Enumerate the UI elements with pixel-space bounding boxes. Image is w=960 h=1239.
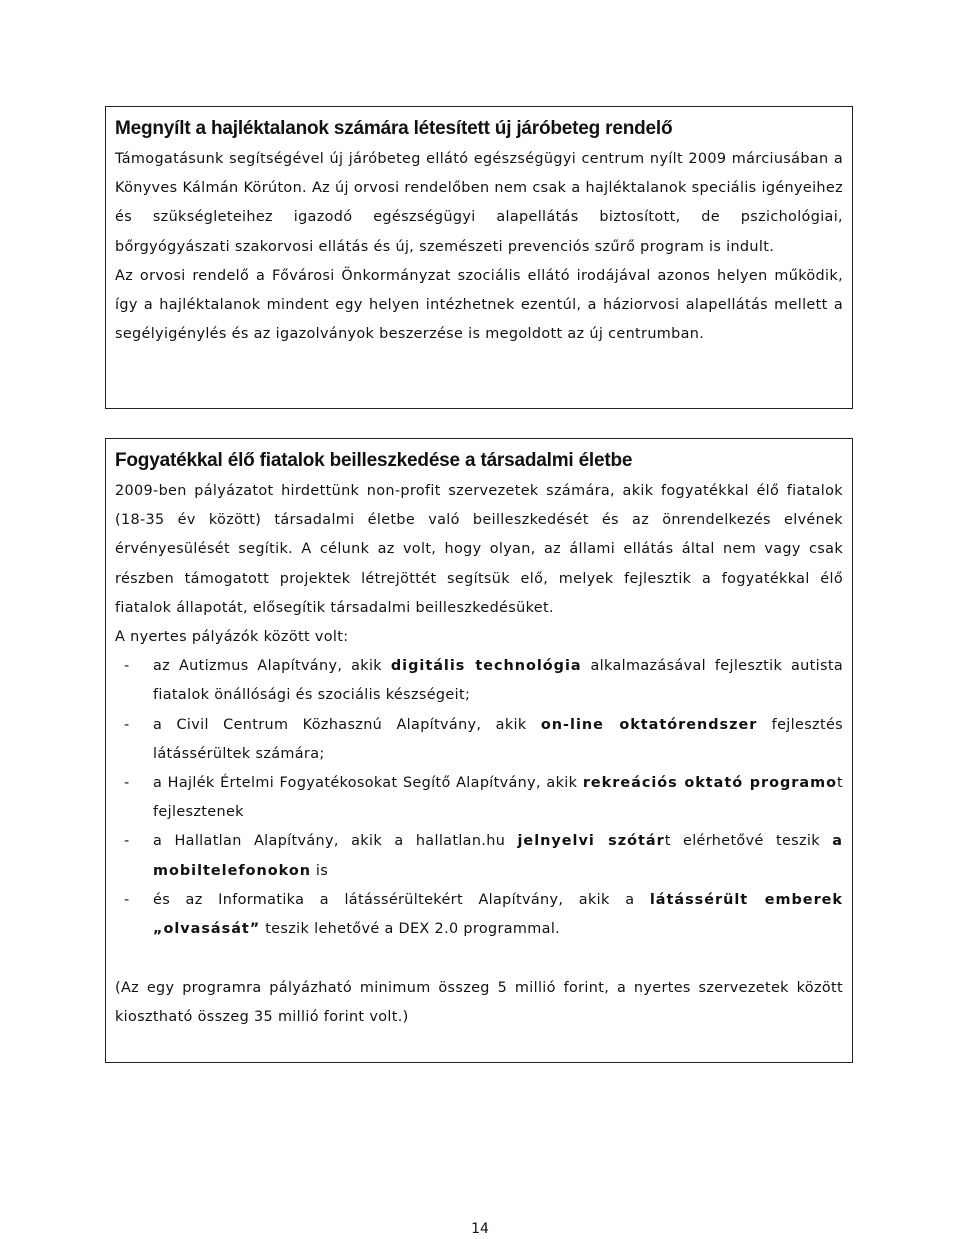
funding-note: (Az egy programra pályázható minimum összeg 5 millió forint, a nyertes szervezetek között kiosztható összeg 35 millió forint volt.): [115, 980, 843, 1026]
spacer: [115, 944, 843, 974]
list-item: - az Autizmus Alapítvány, akik digitális technológia alkalmazásával fejlesztik autista fiatalok önállósági és szociális készségeit;: [124, 658, 844, 704]
paragraph: Támogatásunk segítségével új járóbeteg ellátó egészségügyi centrum nyílt 2009 márciusában a Könyves Kálmán Körúton. Az új orvosi rendelőben nem csak a hajléktalanok speciális igényeihez és szükségleteihez igazodó egészségügyi alapellátás biztosított, de pszichológiai, bőrgyógyászati szakorvosi ellátás és új, szemészeti prevenciós szűrő program is indult.: [115, 151, 843, 255]
list-item: - a Hallatlan Alapítvány, akik a hallatlan.hu jelnyelvi szótárt elérhetővé teszik a mobiltelefonokon is: [124, 833, 843, 879]
list-item: - a Civil Centrum Közhasznú Alapítvány, akik on-line oktatórendszer fejlesztés látássérültek számára;: [124, 716, 843, 762]
section-hajlektalan-rendelo: [105, 106, 853, 409]
winners-intro: A nyertes pályázók között volt:: [115, 629, 349, 646]
paragraph: Az orvosi rendelő a Fővárosi Önkormányzat szociális ellátó irodájával azonos helyen működik, így a hajléktalanok mindent egy helyen intézhetnek ezentúl, a háziorvosi alapellátás mellett a segélyigénylés és az igazolványok beszerzése is megoldott az új centrumban.: [115, 267, 843, 343]
list-item: - a Hajlék Értelmi Fogyatékosokat Segítő Alapítvány, akik rekreációs oktató programot fejlesztenek: [124, 775, 843, 821]
section-title: Fogyatékkal élő fiatalok beilleszkedése a társadalmi életbe: [115, 450, 633, 471]
section-fogyatekkal-elo-fiatalok: [105, 438, 853, 1063]
winners-list: [115, 652, 843, 944]
page-number: 14: [471, 1221, 489, 1237]
paragraph: 2009-ben pályázatot hirdettünk non-profit szervezetek számára, akik fogyatékkal élő fiatalok (18-35 év között) társadalmi életbe való beilleszkedését és az önrendelkezés elvének érvényesülését segítik. A célunk az volt, hogy olyan, az állami ellátás által nem vagy csak részben támogatott projektek létrejöttét segítsük elő, melyek fejlesztik a fogyatékkal élő fiatalok állapotát, elősegítik társadalmi beilleszkedésüket.: [115, 483, 843, 616]
list-item: - és az Informatika a látássérültekért Alapítvány, akik a látássérült emberek „olvasását” teszik lehetővé a DEX 2.0 programmal.: [124, 891, 843, 938]
section-title: Megnyílt a hajléktalanok számára létesített új járóbeteg rendelő: [115, 118, 673, 139]
